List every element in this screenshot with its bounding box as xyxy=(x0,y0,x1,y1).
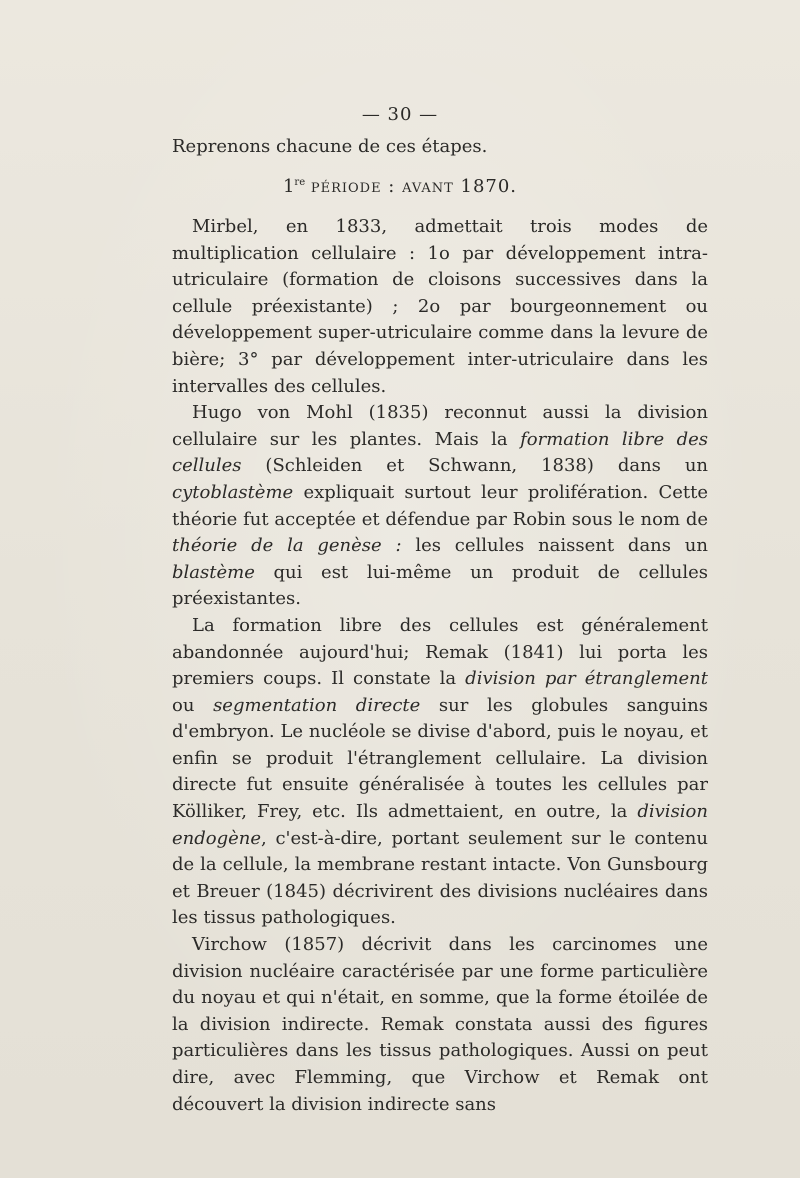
italic-term: formation libre des cellules xyxy=(172,428,708,477)
section-ordinal: 1 xyxy=(282,176,295,197)
section-heading xyxy=(0,176,800,197)
paragraph-text: La formation libre des cellules est généralement abandonnée aujourd'hui; Remak (1841) lui porta les premiers coups. Il constate la xyxy=(172,614,708,690)
italic-term: division endogène xyxy=(172,801,708,849)
italic-term: division par étranglement xyxy=(465,668,708,690)
italic-term: théorie de la genèse : xyxy=(172,535,402,557)
italic-term: blastème xyxy=(172,561,255,583)
paragraph xyxy=(172,400,708,613)
paragraph xyxy=(172,932,708,1118)
paragraph-text: Hugo von Mohl (1835) reconnut aussi la division cellulaire sur les plantes. Mais la xyxy=(172,402,708,450)
paragraph xyxy=(172,214,708,400)
italic-term: cytoblastème xyxy=(172,481,294,503)
paragraph-text: qui est lui-même un produit de cellules préexistantes. xyxy=(172,561,708,610)
intro-line: Reprenons chacune de ces étapes. xyxy=(172,136,488,157)
paragraph-text: expliquait surtout leur prolifération. Cette théorie fut acceptée et défendue par Robin sous le nom de xyxy=(172,481,708,530)
italic-term: segmentation directe xyxy=(213,694,421,716)
page-number: — 30 — xyxy=(361,104,439,125)
section-ordinal-suffix: re xyxy=(294,177,306,188)
body-text xyxy=(172,214,708,1118)
paragraph-text: les cellules naissent dans un xyxy=(401,535,708,557)
paragraph-text: (Schleiden et Schwann, 1838) dans un xyxy=(241,455,708,477)
paragraph-text: , c'est-à-dire, portant seulement sur le contenu de la cellule, la membrane restant intacte. Von Gunsbourg et Breuer (1845) décrivirent des divisions nucléaires dans les tissus pathologiques. xyxy=(172,827,708,929)
paragraph-text: Virchow (1857) décrivit dans les carcinomes une division nucléaire caractérisée par une forme particulière du noyau et qui n'était, en somme, que la forme étoilée de la division indirecte. Remak constata aussi des figures particulières dans les tissus pathologiques. Aussi on peut dire, avec Flemming, que Virchow et Remak ont découvert la division indirecte sans xyxy=(172,934,708,1115)
paragraph-text: ou xyxy=(172,694,214,716)
paragraph-text: sur les globules sanguins d'embryon. Le nucléole se divise d'abord, puis le noyau, et enfin se produit l'étranglement cellulaire. La division directe fut ensuite généralisée à toutes les cellules par Kölliker, Frey, etc. Ils admettaient, en outre, la xyxy=(172,694,708,823)
paragraph xyxy=(172,613,708,932)
section-title: période : avant 1870. xyxy=(310,176,518,197)
paragraph-text: Mirbel, en 1833, admettait trois modes de multiplication cellulaire : 1o par développement intra-utriculaire (formation de cloisons successives dans la cellule préexistante) ; 2o par bourgeonnement ou développement super-utriculaire comme dans la levure de bière; 3° par développement inter-utriculaire dans les intervalles des cellules. xyxy=(172,216,708,397)
